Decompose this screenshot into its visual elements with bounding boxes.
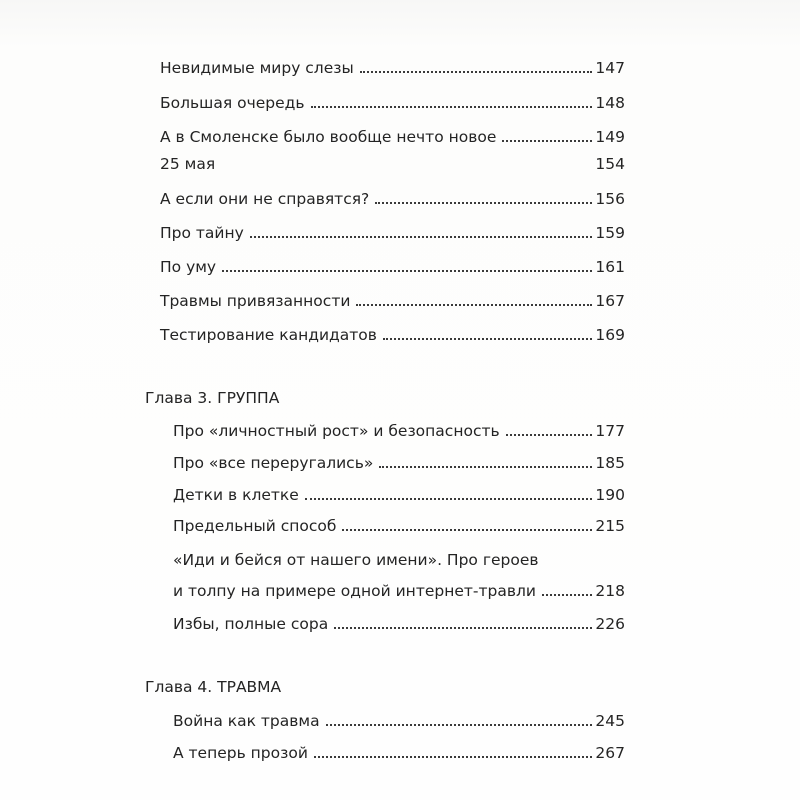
- toc-leader-dots: [222, 270, 592, 272]
- toc-leader-dots: [326, 724, 593, 726]
- toc-entry-page: 267: [595, 744, 625, 762]
- toc-entry-title: «Иди и бейся от нашего имени». Про героев: [173, 551, 539, 569]
- chapter-heading: [145, 380, 625, 408]
- chapter-heading: [145, 669, 625, 697]
- toc-entry: [160, 181, 625, 209]
- toc-entry-title: 25 мая: [160, 155, 216, 173]
- toc-entry: [160, 146, 625, 174]
- toc-entry: [160, 249, 625, 277]
- toc-entry: [160, 317, 625, 345]
- toc-leader-dots: [356, 304, 592, 306]
- toc-entry-title: А теперь прозой: [173, 744, 308, 762]
- toc-leader-dots: [342, 529, 592, 531]
- toc-entry-title: Предельный способ: [173, 517, 337, 535]
- toc-entry-page: 161: [595, 258, 625, 276]
- toc-entry-title: Травмы привязанности: [160, 292, 351, 310]
- toc-entry: [173, 573, 625, 601]
- toc-entry-title: Тестирование кандидатов: [160, 326, 377, 344]
- toc-entry-title: Избы, полные сора: [173, 615, 329, 633]
- toc-entry-page: 169: [595, 326, 625, 344]
- toc-entry-title: Большая очередь: [160, 94, 305, 112]
- toc-entry-page: 156: [595, 190, 625, 208]
- toc-entry-title: Про «личностный рост» и безопасность: [173, 422, 500, 440]
- toc-leader-dots: [506, 434, 593, 436]
- toc-entry: [160, 119, 625, 147]
- toc-leader-dots: [334, 627, 592, 629]
- toc-entry: [173, 735, 625, 763]
- toc-leader-dots: [221, 167, 592, 169]
- toc-entry-line1: [173, 542, 625, 570]
- toc-leader-dots: [375, 202, 592, 204]
- toc-entry: [173, 508, 625, 536]
- toc-entry: [160, 283, 625, 311]
- toc-entry: [160, 85, 625, 113]
- toc-entry-title: Про тайну: [160, 224, 244, 242]
- toc-entry: [173, 606, 625, 634]
- toc-entry: [173, 413, 625, 441]
- toc-entry-page: 167: [595, 292, 625, 310]
- toc-entry: [173, 445, 625, 473]
- toc-entry: [160, 50, 625, 78]
- toc-entry-page: 154: [595, 155, 625, 173]
- toc-leader-dots: [311, 106, 593, 108]
- toc-leader-dots: [305, 498, 593, 500]
- toc-leader-dots: [250, 236, 593, 238]
- toc-entry-page: 159: [595, 224, 625, 242]
- chapter-title: Глава 4. ТРАВМА: [145, 678, 282, 696]
- toc-leader-dots: [314, 756, 592, 758]
- toc-entry-page: 215: [595, 517, 625, 535]
- toc-entry-title: Война как травма: [173, 712, 320, 730]
- toc-entry-title: и толпу на примере одной интернет-травли: [173, 582, 536, 600]
- toc-entry-title: А если они не справятся?: [160, 190, 370, 208]
- chapter-title: Глава 3. ГРУППА: [145, 389, 280, 407]
- toc-entry-title: Про «все переругались»: [173, 454, 374, 472]
- toc-entry: [173, 477, 625, 505]
- toc-entry-page: 149: [595, 128, 625, 146]
- toc-leader-dots: [360, 71, 593, 73]
- toc-entry-title: Невидимые миру слезы: [160, 59, 354, 77]
- toc-leader-dots: [383, 338, 593, 340]
- toc-entry-page: 177: [595, 422, 625, 440]
- toc-entry: [160, 215, 625, 243]
- toc-leader-dots: [502, 140, 592, 142]
- toc-leader-dots: [379, 466, 592, 468]
- toc-entry-title: А в Смоленске было вообще нечто новое: [160, 128, 497, 146]
- toc-entry-page: 218: [595, 582, 625, 600]
- toc-entry-title: Детки в клетке: [173, 486, 299, 504]
- toc-entry-page: 190: [595, 486, 625, 504]
- toc-entry-page: 245: [595, 712, 625, 730]
- toc-entry: [173, 703, 625, 731]
- toc-entry-page: 148: [595, 94, 625, 112]
- toc-entry-title: По уму: [160, 258, 217, 276]
- toc-leader-dots: [542, 594, 592, 596]
- toc-entry-page: 185: [595, 454, 625, 472]
- toc-entry-page: 226: [595, 615, 625, 633]
- toc-entry-page: 147: [595, 59, 625, 77]
